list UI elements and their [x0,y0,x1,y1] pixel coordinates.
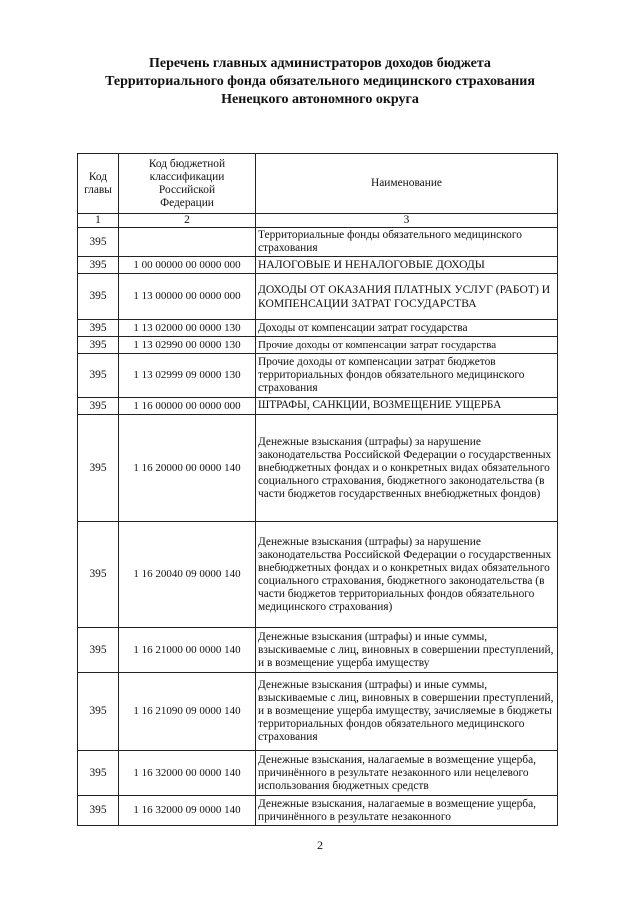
revenue-name: НАЛОГОВЫЕ И НЕНАЛОГОВЫЕ ДОХОДЫ [256,257,558,274]
table-row [78,796,558,826]
table-row [78,673,558,751]
table-row [78,274,558,320]
title-line-2: Территориального фонда обязательного медицинского страхования [105,74,535,89]
table-row [78,228,558,257]
document-title [0,55,640,109]
revenue-name: Прочие доходы от компенсации затрат государства [256,337,558,354]
chapter-code: 395 [78,415,119,522]
revenue-name: Денежные взыскания, налагаемые в возмещение ущерба, причинённого в результате незаконного [256,796,558,826]
table-row [78,751,558,796]
chapter-code: 395 [78,337,119,354]
column-numbering-row [78,214,558,228]
title-line-3: Ненецкого автономного округа [221,92,419,107]
chapter-code: 395 [78,522,119,628]
kbk-code: 1 16 32000 09 0000 140 [119,796,256,826]
header-name: Наименование [256,154,558,214]
header-budget-classification: Код бюджетной классификации Российской Федерации [119,154,256,214]
chapter-code: 395 [78,354,119,398]
revenue-name: Территориальные фонды обязательного медицинского страхования [256,228,558,257]
table-row [78,415,558,522]
header-chapter-code: Код главы [78,154,119,214]
table-row [78,337,558,354]
revenue-name: Прочие доходы от компенсации затрат бюджетов территориальных фондов обязательного медицинского страхования [256,354,558,398]
kbk-code: 1 13 02000 00 0000 130 [119,320,256,337]
column-number-3: 3 [256,214,558,228]
chapter-code: 395 [78,628,119,673]
kbk-code: 1 16 20040 09 0000 140 [119,522,256,628]
page-number: 2 [317,838,323,852]
kbk-code: 1 16 21090 09 0000 140 [119,673,256,751]
kbk-code: 1 16 32000 00 0000 140 [119,751,256,796]
table-row [78,398,558,415]
table-row [78,628,558,673]
chapter-code: 395 [78,796,119,826]
kbk-code: 1 13 00000 00 0000 000 [119,274,256,320]
column-number-1: 1 [78,214,119,228]
chapter-code: 395 [78,320,119,337]
revenue-name: Денежные взыскания (штрафы) и иные суммы, взыскиваемые с лиц, виновных в совершении преступлений, и в возмещение ущерба имуществу [256,628,558,673]
revenue-name: ШТРАФЫ, САНКЦИИ, ВОЗМЕЩЕНИЕ УЩЕРБА [256,398,558,415]
chapter-code: 395 [78,274,119,320]
kbk-code: 1 13 02990 00 0000 130 [119,337,256,354]
chapter-code: 395 [78,398,119,415]
column-number-2: 2 [119,214,256,228]
chapter-code: 395 [78,228,119,257]
table-row [78,522,558,628]
revenue-name: Денежные взыскания, налагаемые в возмещение ущерба, причинённого в результате незаконного или нецелевого использования бюджетных средств [256,751,558,796]
kbk-code: 1 16 20000 00 0000 140 [119,415,256,522]
kbk-code: 1 13 02999 09 0000 130 [119,354,256,398]
table-row [78,257,558,274]
revenue-administrators-table [77,153,558,826]
revenue-name: Денежные взыскания (штрафы) за нарушение законодательства Российской Федерации о государственных внебюджетных фондах и о конкретных видах обязательного социального страхования, бюджетного законодательства (в части бюджетов государственных внебюджетных фондов) [256,415,558,522]
kbk-code [119,228,256,257]
kbk-code: 1 00 00000 00 0000 000 [119,257,256,274]
kbk-code: 1 16 00000 00 0000 000 [119,398,256,415]
table-header-row [78,154,558,214]
table-row [78,354,558,398]
chapter-code: 395 [78,673,119,751]
table-row [78,320,558,337]
chapter-code: 395 [78,751,119,796]
revenue-name: Доходы от компенсации затрат государства [256,320,558,337]
revenue-name: Денежные взыскания (штрафы) и иные суммы, взыскиваемые с лиц, виновных в совершении преступлений, и в возмещение ущерба имуществу, зачисляемые в бюджеты территориальных фондов обязательного медицинского страхования [256,673,558,751]
chapter-code: 395 [78,257,119,274]
kbk-code: 1 16 21000 00 0000 140 [119,628,256,673]
revenue-name: ДОХОДЫ ОТ ОКАЗАНИЯ ПЛАТНЫХ УСЛУГ (РАБОТ) И КОМПЕНСАЦИИ ЗАТРАТ ГОСУДАРСТВА [256,274,558,320]
title-line-1: Перечень главных администраторов доходов бюджета [149,56,491,71]
revenue-name: Денежные взыскания (штрафы) за нарушение законодательства Российской Федерации о государственных внебюджетных фондах и о конкретных видах обязательного социального страхования, бюджетного законодательства (в части бюджетов территориальных фондов обязательного медицинского страхования) [256,522,558,628]
